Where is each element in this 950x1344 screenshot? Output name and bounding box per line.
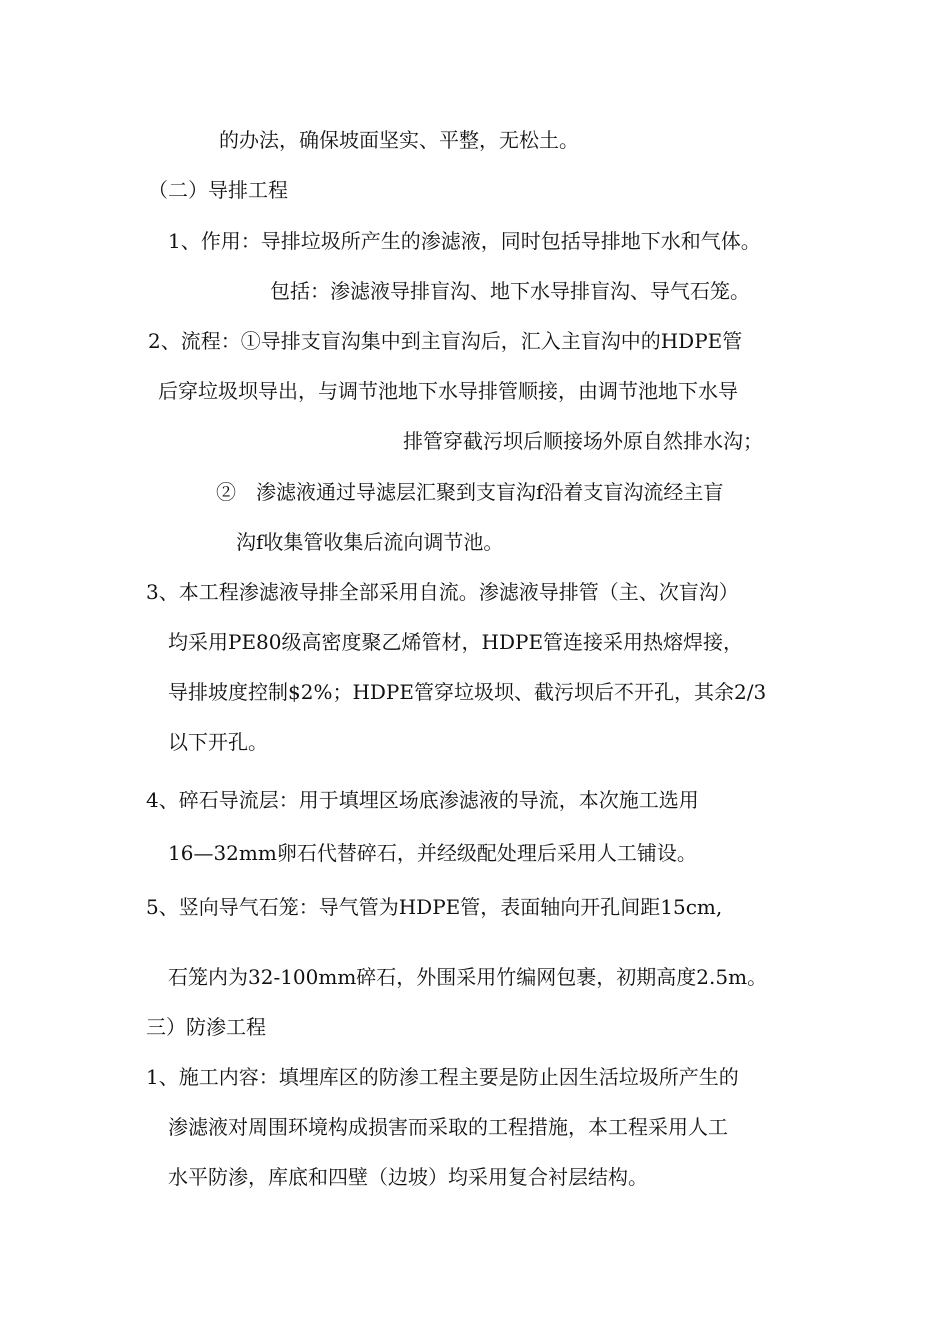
section-heading: （二）导排工程 (148, 178, 288, 202)
paragraph-line: 3、本工程渗滤液导排全部采用自流。渗滤液导排管（主、次盲沟） (146, 580, 739, 604)
paragraph-line: 4、碎石导流层：用于填埋区场底渗滤液的导流，本次施工选用 (146, 788, 699, 812)
paragraph-line: 后穿垃圾坝导出，与调节池地下水导排管顺接，由调节池地下水导 (158, 379, 738, 403)
paragraph-line: 以下开孔。 (168, 730, 268, 754)
paragraph-line: 的办法，确保坡面坚实、平整，无松土。 (219, 128, 579, 152)
paragraph-line: 16—32mm卵石代替碎石，并经级配处理后采用人工铺设。 (168, 841, 697, 865)
paragraph-line: 1、作用：导排垃圾所产生的渗滤液，同时包括导排地下水和气体。 (168, 229, 761, 253)
paragraph-line: ② 渗滤液通过导滤层汇聚到支盲沟f沿着支盲沟流经主盲 (216, 480, 724, 504)
paragraph-line: 石笼内为32-100mm碎石，外围采用竹编网包裹，初期高度2.5m。 (168, 965, 768, 989)
paragraph-line: 5、竖向导气石笼：导气管为HDPE管，表面轴向开孔间距15cm, (146, 895, 723, 919)
paragraph-line: 水平防渗，库底和四壁（边坡）均采用复合衬层结构。 (168, 1165, 648, 1189)
paragraph-line: 2、流程：①导排支盲沟集中到主盲沟后，汇入主盲沟中的HDPE管 (148, 329, 743, 353)
paragraph-line: 排管穿截污坝后顺接场外原自然排水沟； (403, 429, 763, 453)
paragraph-line: 均采用PE80级高密度聚乙烯管材，HDPE管连接采用热熔焊接， (168, 630, 744, 654)
paragraph-line: 沟f收集管收集后流向调节池。 (236, 530, 504, 554)
paragraph-line: 渗滤液对周围环境构成损害而采取的工程措施，本工程采用人工 (168, 1115, 728, 1139)
section-heading: 三）防渗工程 (146, 1015, 266, 1039)
paragraph-line: 导排坡度控制$2%；HDPE管穿垃圾坝、截污坝后不开孔，其余2/3 (168, 680, 767, 704)
paragraph-line: 1、施工内容：填埋库区的防渗工程主要是防止因生活垃圾所产生的 (146, 1065, 739, 1089)
paragraph-line: 包括：渗滤液导排盲沟、地下水导排盲沟、导气石笼。 (270, 279, 750, 303)
